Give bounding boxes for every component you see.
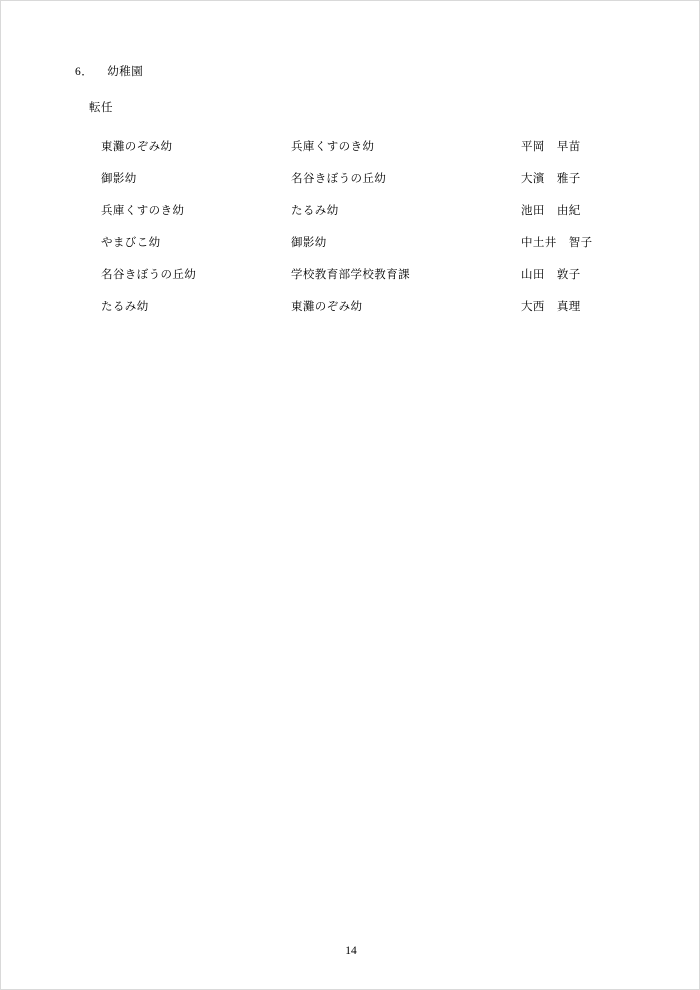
section-title: 幼稚園 xyxy=(107,66,144,78)
subsection-heading: 転任 xyxy=(89,102,113,114)
table-row xyxy=(101,258,631,290)
cell-from: 名谷きぼうの丘幼 xyxy=(101,269,197,281)
cell-name xyxy=(521,226,631,258)
cell-to: 学校教育部学校教育課 xyxy=(291,269,410,281)
name-given: 智子 xyxy=(568,237,593,249)
name-surname: 平岡 xyxy=(521,141,545,153)
cell-from: 兵庫くすのき幼 xyxy=(101,205,185,217)
cell-name xyxy=(521,162,631,194)
page-content xyxy=(1,63,700,322)
page-number: 14 xyxy=(345,945,357,957)
cell-to: 兵庫くすのき幼 xyxy=(291,141,375,153)
cell-from: やまびこ幼 xyxy=(101,237,161,249)
name-given: 由紀 xyxy=(556,205,581,217)
table-row xyxy=(101,226,631,258)
table-row xyxy=(101,290,631,322)
name-surname: 大西 xyxy=(521,301,545,313)
cell-from: たるみ幼 xyxy=(101,301,149,313)
section-heading xyxy=(75,63,700,79)
cell-to: 東灘のぞみ幼 xyxy=(291,301,363,313)
cell-from: 東灘のぞみ幼 xyxy=(101,141,173,153)
cell-from: 御影幼 xyxy=(101,173,137,185)
cell-to: たるみ幼 xyxy=(291,205,339,217)
cell-name xyxy=(521,130,631,162)
cell-to: 名谷きぼうの丘幼 xyxy=(291,173,387,185)
name-surname: 中土井 xyxy=(521,237,557,249)
name-given: 早苗 xyxy=(556,141,581,153)
name-given: 真理 xyxy=(556,301,581,313)
cell-name xyxy=(521,194,631,226)
name-given: 敦子 xyxy=(556,269,581,281)
transfer-table-body xyxy=(101,130,631,322)
table-row xyxy=(101,162,631,194)
transfer-table xyxy=(101,130,631,322)
table-row xyxy=(101,130,631,162)
table-row xyxy=(101,194,631,226)
cell-name xyxy=(521,258,631,290)
name-given: 雅子 xyxy=(556,173,581,185)
name-surname: 山田 xyxy=(521,269,545,281)
section-number: 6． xyxy=(75,66,94,78)
name-surname: 大濱 xyxy=(521,173,545,185)
cell-to: 御影幼 xyxy=(291,237,327,249)
cell-name xyxy=(521,290,631,322)
name-surname: 池田 xyxy=(521,205,545,217)
